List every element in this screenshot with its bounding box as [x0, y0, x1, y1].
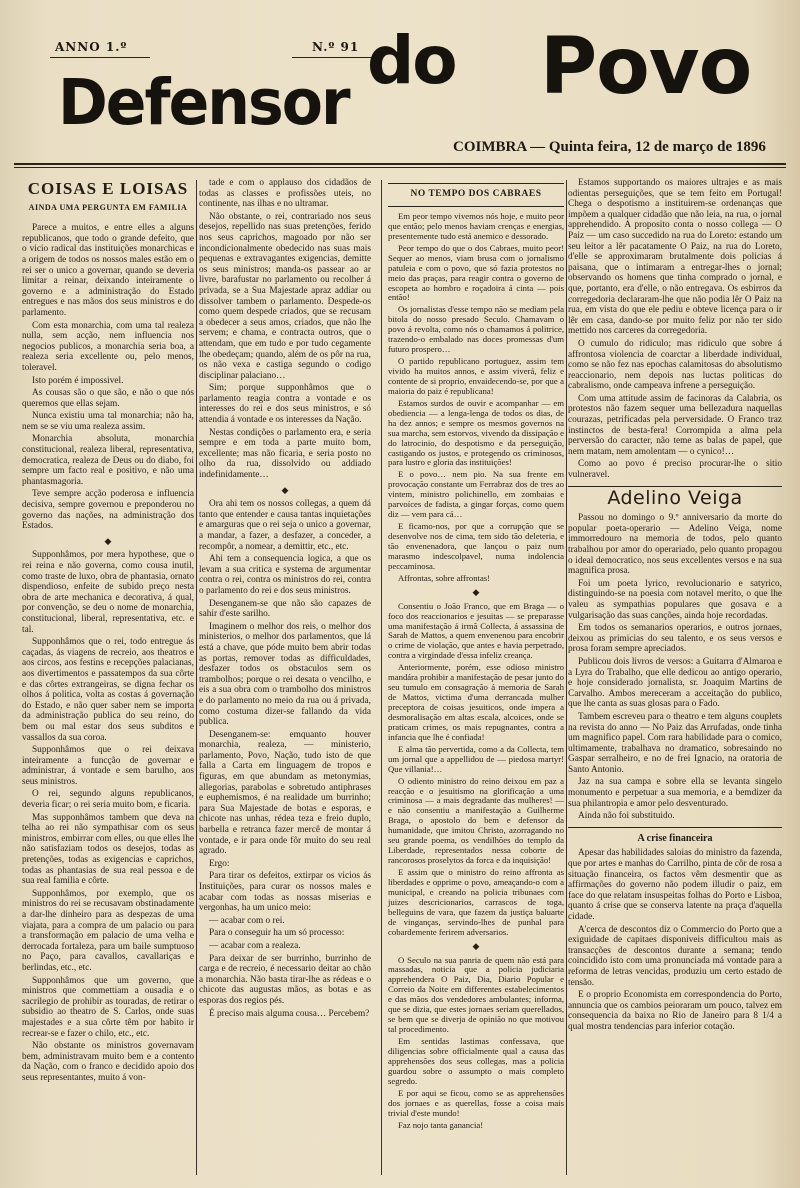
paragraph: Para o conseguir ha um só processo:: [209, 928, 345, 939]
column-1: [22, 178, 194, 1086]
paragraph: Isto porém é impossivel.: [32, 375, 124, 386]
paragraph: Supponhâmos que o rei deixava inteiramente a funcção de governar e administrar, á vontade e sem barulho, aos seus ministros.: [22, 745, 194, 787]
paragraph: E o proprio Economista em correspondencia do Porto, annuncia que os cambios peioraram um pouco, talvez em consequencia da baixa no Rio de Janeiro para 8 1/4 a qual mostra tendencias para inferior cotação.: [568, 990, 782, 1032]
paragraph: Tambem escreveu para o theatro e tem alguns couplets na revista do anno — No Paiz das Arrufadas, onde tinha um magnifico papel. Com rara habilidade para o comico, ultimamente, trabalhava no dramatico, sobresaindo no Gaspar serralheiro, e no de frei Ignacio, na oratoria de Santo Antonio.: [568, 711, 782, 775]
paragraph: Consentiu o João Franco, que em Braga — o foco dos reaccionarios e jesuitas — se preparasse uma manifestação á irmã Collecta, á assassina de Sarah de Mattos, a quem envenenou para encobrir o crime de violação, que antes e havia perpetrado, contra a virgindade d'essa infeliz creança.: [388, 600, 564, 661]
paragraph: Anteriormente, porém, esse odioso ministro mandára prohibir a manifestação de pesar junto do seu tumulo em consagração á memoria de Sarah de Mattos, victima d'uma derrancada mulher preceptora de coisas jesuiticos, onde impera a desmoralisação em altas escala, alcoices, onde se praticam crimes, os mais repugnantes, contra a infancia que lhe é confiada!: [388, 662, 564, 742]
paragraph: O odiento ministro do reino deixou em paz a reacção e o jesuitismo na glorificação a uma criminosa — a mais degradante das mulheres! — e não consentiu a manifestação a Guilherme Braga, o apostolo do bem e defensor da humanidade, que imitou Christo, azorragando no seu grande poema, os vendilhões do templo da Liberdade, representados nessa coborte de rancorosos proselytos da forca e da inquisição!: [388, 775, 564, 866]
ornament: ◆: [472, 586, 480, 597]
paragraph: O Seculo na sua panria de quem não está para massadas, noticia que a policia judiciaria apprehendera O Paiz, Dia, Diario Popular e Correio da Noite em differentes estabelecimentos e das mãos dos vendedores ambulantes; informa, que se dizia, que estes jornaes seriam querellados, se bem que se diverja de opinião no que motivou tal procedimento.: [388, 954, 564, 1035]
paragraph: Nestas condições o parlamento era, e seria sempre e em toda a parte muito bom, excellente; mas não ficaria, e seria posto no olho da rua, dissolvido ou addiado indefinidamente…: [199, 427, 371, 481]
paragraph: Em todos os semanarios operarios, e outros jornaes, deixou as primicias do seu talento, e os seus versos e prosa foram sempre apreciados.: [568, 623, 782, 655]
paragraph: Não obstante os ministros governavam bem, administravam muito bem e a contento da Nação, com o franco e decidido apoio dos seus representantes, muito á von-: [22, 1041, 194, 1083]
paragraph: E assim que o ministro do reino affronta as liberdades e opprime o povo, ameaçando-o com a municipal, e creando na policia tribunaes com juizes descricionarios, carrascos de toga, belleguins de vara, que fazem da justiça baluarte de vinganças, servindo-lhes de punhal para cobardemente ferirem adversarios.: [388, 867, 564, 937]
paragraph: Estamos supportando os maiores ultrajes e as mais odientas perseguições, que se tem feito em Portugal! Chega o despotismo a instituirem-se ordenanças que impõem a qualquer cidadão que não leia, na rua, o jornal apprehendido. A proposito conta o nosso collega — O Paiz — um caso succedido na rua do Loreto: estando um seu leitor a lêr pacatamente O Paiz, na rua do Loreto, d'elle se approximaram brutalmente dois policias á paisana, que o intimaram a entregar-lhes o jornal; observando os homens que tinha comprado o jornal, e que, portanto, era d'elle, o não entregava. Os esbirros da corregedoria declararam-lhe que não podia lêr O Paiz na rua, em vista do que ele pediu e obteve licença para o ir lêr em casa, dando-se por muito feliz por não ter sido mettido nos carceres da corregedoria.: [568, 178, 782, 337]
ornament: ◆: [281, 484, 289, 495]
paragraph: Com esta monarchia, com uma tal realeza nulla, sem acção, nem influencia nos negocios publicos, a monarchia seria boa, a realeza seria excellente ou, pelo menos, toleravel.: [22, 320, 194, 373]
column-4: [568, 178, 782, 1035]
paragraph: Mas supponhâmos tambem que deva na telha ao rei não sympathisar com os seus ministros, embirrar com elles, ou que elles lhe não satisfaziam todos os desejos, todas as pretenções, todas as exigencias e caprichos, todas as phantasias de sua real pessoa e de sua real familia e côrte.: [22, 812, 194, 887]
masthead-title-povo: Povo: [540, 22, 752, 112]
paragraph: Para tirar os defeitos, extirpar os vicios ás Instituições, para curar os nossos males e acabar com todas as nossas miserias e vergonhas, ha um unico meio:: [199, 871, 371, 914]
rule: [50, 57, 150, 58]
ornament: ◆: [472, 940, 480, 951]
article-heading: NO TEMPO DOS CABRAES: [410, 189, 542, 199]
rule: [568, 827, 782, 828]
paragraph: Jaz na sua campa e sobre ella se levanta singelo monumento e perpetuar a sua memoria, e a bemdizer da sua philantropia e amor pelo desventurado.: [568, 777, 782, 809]
rule: [292, 57, 372, 58]
issue-number: N.º 91: [312, 40, 360, 54]
paragraph: Supponhâmos, por mera hypothese, que o rei reina e não governa, como cousa inutil, como traste de luxo, obra de phantasia, ornato dispendioso, enfeite de subido preço nesta obra de arte mechanica e decorativa, á qual, por convenção, se deu o nome de monarchia, constitucional, liberal, representativa, etc. e tal.: [22, 550, 194, 635]
column-separator: [381, 180, 382, 1175]
header-rule: [14, 163, 786, 165]
paragraph: O partido republicano portuguez, assim tem vivido ha muitos annos, e assim viverá, feliz e contente de si proprio, envaidecendo-se, por que a maioria do paiz é republicana!: [388, 356, 564, 396]
paragraph: Monarchia absoluta, monarchia constitucional, realeza liberal, representativa, democratica, realeza de Deus ou do diabo, foi sempre um facto real e positivo, e não uma phantasmagoria.: [22, 434, 194, 487]
article-heading: COISAS E LOISAS: [27, 179, 189, 198]
paragraph: Em peor tempo vivemos nós hoje, e muito peor que então; pelo menos haviam crenças e energias, presentemente tudo está anemico e dessorado.: [388, 210, 564, 241]
finance-heading: A crise financeira: [637, 832, 713, 844]
paragraph: Affrontas, sobre affrontas!: [398, 572, 491, 583]
paragraph: Teve sempre acção poderosa e influencia decisiva, sempre governou e preponderou no governo das nações, na administração dos Estados.: [22, 489, 194, 532]
paragraph: Ora ahi tem os nossos collegas, a quem dá tanto que entender e causa tantas inquietações e amarguras que o rei seja o unico a governar, a mandar, a fazer, a desfazer, a conceder, a recompôr, a nomear, a demittir, etc., etc.: [199, 499, 371, 552]
column-separator: [566, 180, 567, 1175]
paragraph: tade e com o applauso dos cidadãos de todas as classes e profissões uteis, no continente, nas ilhas e no ultramar.: [199, 178, 371, 210]
paragraph: Foi um poeta lyrico, revolucionario e satyrico, distinguindo-se na poesia com notavel merito, o que lhe valeu as sympathias populares que gosava e a vulgarisação das suas canções, ainda hoje recordadas.: [568, 578, 782, 621]
paragraph: Ergo:: [209, 858, 230, 869]
paragraph: Com uma attitude assim de facinoras da Calabria, os protestos não fazem sequer uma bellezadura naquellas courazas, petrificadas pela perversidade. O Franco traz instinctos de besta-fera! Corrompida a alma pela perversão do caracter, não teme as balas de papel, que nem matam, nem amolentam — o cynico!…: [568, 393, 782, 457]
paragraph: Supponhâmos que um governo, que ministros que commettiam a ousadia e o sacrilegio de prohibir as touradas, de retirar o subsidio ao theatro de S. Carlos, onde suas majestades e a sua côrte têm por habito ir recrear-se e fazer o chilo, etc., etc.: [22, 975, 194, 1039]
paragraph: É preciso mais alguma cousa… Percebem?: [209, 1008, 370, 1019]
paragraph: Em sentidas lastimas confessava, que diligencias sobre officialmente qual a causa das apprehensões dos seus collegas, mas a policia guardou sobre o assumpto o mais completo segredo.: [388, 1036, 564, 1086]
year-label: ANNO 1.º: [55, 40, 128, 54]
paragraph: Parece a muitos, e entre elles a alguns republicanos, que todo o grande defeito, que o vicio radical das instituições monarchicas e a origem de todos os nossos males estão em o rei ser o unico a governar, quando se deveria limitar a reinar, deixando inteiramente o governo e a administração do Estado entregues e nas mãos dos seus ministros e do parlamento.: [22, 223, 194, 318]
paragraph: A'cerca de descontos diz o Commercio do Porto que a exiguidade de capitaes disponiveis difficultou mais as transacções de descontos durante a semana; tendo coincidido isto com uma pronunciada má vontade para a reforma de letras vencidas, produziu um certo estado de tensão.: [568, 924, 782, 988]
column-3: [388, 178, 564, 1132]
paragraph: Publicou dois livros de versos: a Guitarra d'Almaroa e a Lyra do Trabalho, que elle dedicou ao antigo operario, e hoje considerado jornalista, sr. Joaquim Martins de Carvalho. Ambos mereceram a acceitação do publico, que lhe canta as suas glosas para o Fado.: [568, 656, 782, 710]
paragraph: Nunca existiu uma tal monarchia; não ha, nem se se viu uma realeza assim.: [22, 411, 194, 432]
paragraph: Passou no domingo o 9.º anniversario da morte do popular poeta-operario — Adelino Veiga, nome immorredouro na memoria de todos, pelo quanto trabalhou por amor do operariado, pelo quanto propagou o ideal democratico, nos seus excellentes versos e na sua magnifica prosa.: [568, 513, 782, 577]
paragraph: O cumulo do ridiculo; mas ridiculo que sobre á affrontosa violencia de coarctar a liberdade individual, como se não fez nas epochas calamitosas do absolutismo reaccionario, nem depois nas luctas politicas do cabralismo, onde campeava infrene a perseguição.: [568, 338, 782, 392]
paragraph: E por aqui se ficou, como se as apprehensões dos jornaes e as querellas, fosse a coisa mais trivial d'este mundo!: [388, 1087, 564, 1118]
obituary-heading: Adelino Veiga: [607, 486, 743, 509]
masthead-title-do: do: [367, 22, 456, 99]
paragraph: Apesar das habilidades saloias do ministro da fazenda, que por artes e manhas do Carrilho, pinta de côr de rosa a situação financeira, os factos vêm desmentir que as affirmações do governo não podem illudir o paiz, em face do que relatam insuspeitas folhas do Porto e Lisboa, quanto á crise que se conserva latente na praça d'aquella cidade.: [568, 848, 783, 922]
paragraph: Desenganem-se que não são capazes de sahir d'este sarilho.: [199, 598, 371, 620]
paragraph: Não obstante, o rei, contrariado nos seus desejos, repellido nas suas pretenções, ferido nos seus caprichos, magoado por não ser incondicionalmente obedecido nas suas mais pequenas e extravagantes exigencias, demitte os seus ministros; manda-os passear ao ar livre, barafustar no parlamento ou recolher á privada, se a Sua Majestade apraz addiar ou dissolver tambem o parlamento. Despede-os como quem despede criados, que se recusam a obedecer a seus amos, criados, que não lhe servem; e chama, e contracta outros, que o attendam, que em tudo e por tudo cegamente lhe obedeçam; quando, além de os pôr na rua, os não vexa e castiga segundo o codigo disciplinar palaciano…: [199, 211, 371, 381]
ornament: ◆: [104, 535, 112, 546]
paragraph: Peor tempo do que o dos Cabraes, muito peor! Sequer ao menos, viam brusa com o jornalismo patuleia e com o povo, que só fazia protestos no meio das praças, para reagir contra o governo de escopeta ao hombro e roçadoira á cinta — pois então!: [388, 242, 564, 303]
paragraph: Ainda não foi substituido.: [578, 811, 675, 822]
paragraph: Como ao povo é preciso procurar-lhe o sitio vulneravel.: [568, 459, 782, 481]
paragraph: Os jornalistas d'esse tempo não se mediam pela bitola do nosso presado Seculo. Chamavam o povo á revolta, como nós o chamamos á politrice, trazendo-o embalado nas doces promessas d'um futuro prospero…: [388, 304, 564, 355]
masthead-title-defensor: Defensor: [58, 66, 349, 140]
paragraph: Ahi tem a consequencia logica, a que os levam a sua critica e systema de argumentar contra o rei, contra os ministros do rei, contra o parlamento do rei e dos seus ministros.: [199, 554, 371, 596]
article-subheading: AINDA UMA PERGUNTA EM FAMILIA: [28, 202, 188, 212]
paragraph: Desenganem-se: emquanto houver monarchia, realeza, — ministerio, parlamento, Povo, Nação, tudo isto de que falla a Carta em linguagem de tropos e figuras, em que abundam as metonymias, allegorias, parabolas e sobretudo antiphrases e euphemismos, é na realidade um burrinho; para Sua Majestade de botas e esporas, e chicote nas unhas, rédea teza e freio duplo, barbella e retranca fazer mercê de montar á vontade, e ir para onde fôr muito do seu real agrado.: [199, 729, 371, 857]
paragraph: Para deixar de ser burrinho, burrinho de carga e de recreio, é necessario deitar ao chão a monarchia. Não basta tirar-lhe as rédeas e o chicote das augustas mãos, as botas e as esporas dos regios pés.: [199, 953, 371, 1006]
header-rule-thin: [14, 167, 786, 168]
paragraph: E o povo… nem pio. Na sua frente em provocação constante um Ferrabraz dos de tres ao vintem, ministro polichinello, em zombaias e parvoíces de fadista, a gingar forças, como quem diz — vem para cá…: [388, 469, 564, 520]
paragraph: As cousas são o que são, e não o que nós queremos que ellas sejam.: [22, 388, 194, 409]
paragraph: E alma tão pervertida, como a da Collecta, tem um jornal que a appellidou de — piedosa martyr! Que villania!…: [388, 743, 564, 774]
paragraph: Faz nojo tanta ganancia!: [398, 1119, 484, 1130]
paragraph: Supponhâmos que o rei, todo entregue ás caçadas, ás viagens de recreio, aos theatros e aos circos, aos festins e recepções palacianas, aos divertimentos e passatempos da sua côrte e das côrtes extrangeiras, se digna fechar os olhos á politica, volta as costas á governação do Estado, e não quer saber nem se importa da administração publica do seu reino, do bem ou mal estar dos seus subditos e vassallos da sua coroa.: [22, 637, 194, 743]
paragraph: — acabar com a realeza.: [209, 940, 301, 951]
paragraph: E ficamo-nos, por que a corrupção que se desenvolve nos de cima, tem sido tão deleteria, e tão envenenadora, que lançou o paiz num marasmo indescolpavel, numa indolencia peccaminosa.: [388, 521, 564, 571]
column-2: [199, 178, 371, 1021]
paragraph: Supponhâmos, por exemplo, que os ministros do rei se recusavam obstinadamente a dar-lhe dinheiro para as despezas de uma viajata, para a compra de um palacio ou para a transformação em palacio de uma velha e derrocada fortaleza, para um baile sumptuoso no Paço, para cavallos, cavallariças e berlindas, etc., etc.: [22, 888, 194, 973]
column-separator: [196, 180, 197, 1175]
paragraph: Sim; porque supponhâmos que o parlamento reagia contra a vontade e os interesses do rei e dos seus ministros, e só attendia á vontade e os interesses da Nação.: [199, 383, 371, 426]
rule: [388, 183, 564, 184]
paragraph: Estamos surdos de ouvir e acompanhar — em obediencia — a lenga-lenga de todos os dias, de ha dez annos; e sempre os mesmos governos na sua marcha, sem estorvos, vivendo da dissipação e do latrocinio, do despotismo e da perseguição, castigando os justos, e protegendo os criminosos, para lustro e gloria das instituições!: [388, 397, 564, 468]
rule: [388, 206, 564, 207]
paragraph: — acabar com o rei.: [209, 915, 285, 926]
paragraph: Imaginem o melhor dos reis, o melhor dos ministerios, o melhor dos parlamentos, que lá está a chave, que póde muito bem abrir todas as portas, remover todas as difficuldades, desfazer todos os obstaculos sem os trambolhos; porque o rei desata o vencilho, e eis a sua obra com o trambolho dos ministros e do parlamento no meio da rua ou á privada, como costuma dizer-se fallando da vida publica.: [199, 621, 371, 728]
paragraph: O rei, segundo alguns republicanos, deveria ficar; o rei seria muito bom, e ficaria.: [22, 789, 194, 811]
dateline: COIMBRA — Quinta feira, 12 de março de 1896: [453, 139, 766, 155]
